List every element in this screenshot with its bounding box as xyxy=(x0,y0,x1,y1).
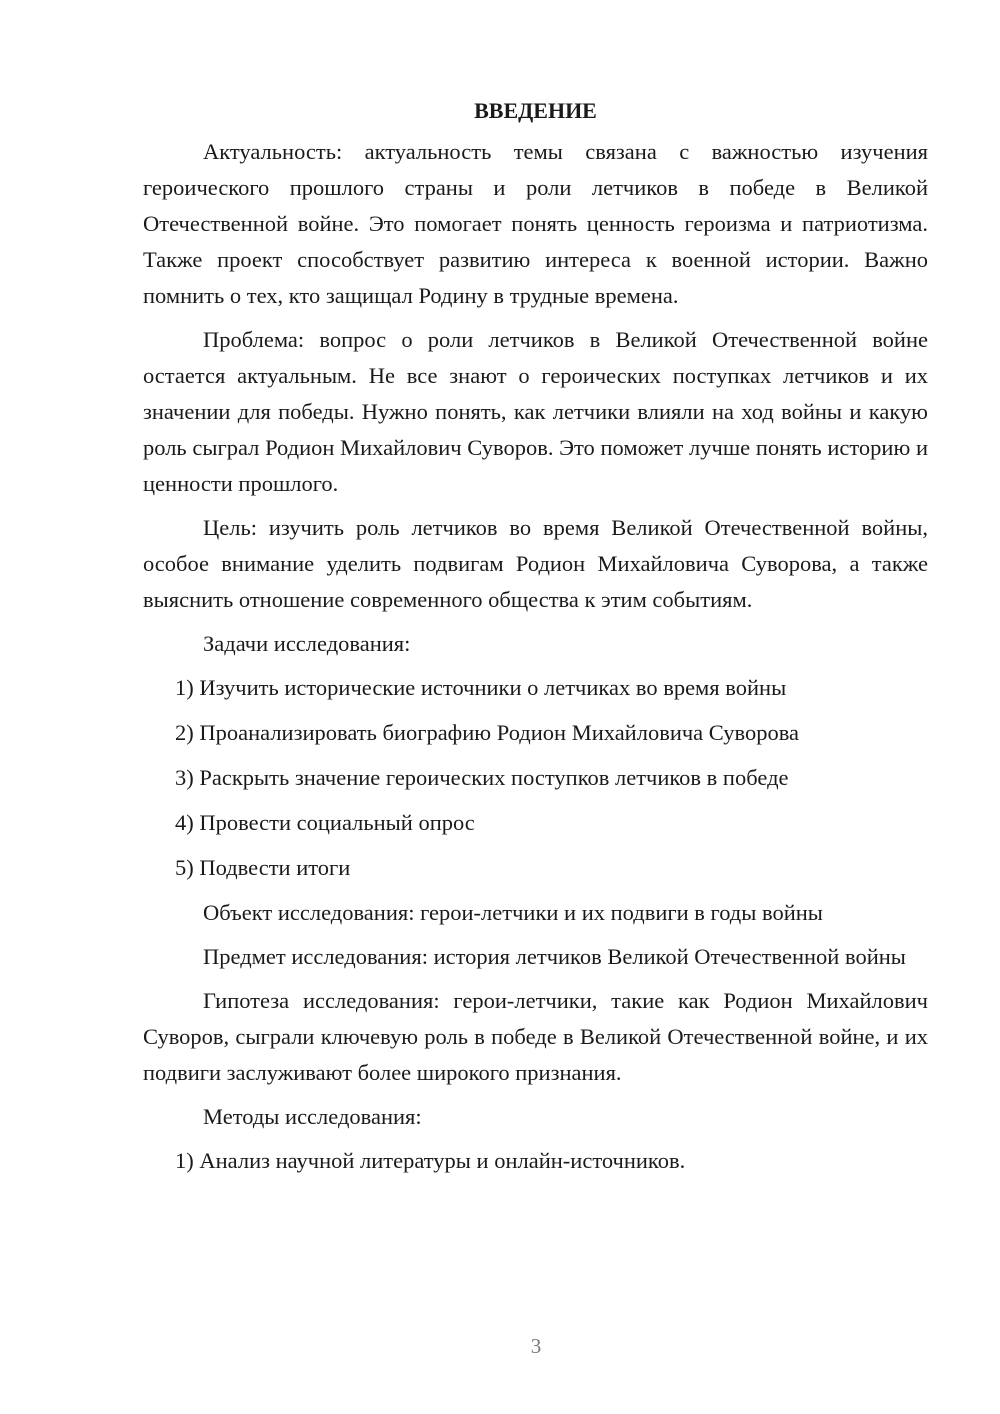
hypothesis-paragraph: Гипотеза исследования: герои-летчики, такие как Родион Михайлович Суворов, сыграли ключевую роль в победе в Великой Отечественной войне, и их подвиги заслуживают более широкого признания. xyxy=(143,988,928,1085)
problem-paragraph: Проблема: вопрос о роли летчиков в Великой Отечественной войне остается актуальным. Не все знают о героических поступках летчиков и их значении для победы. Нужно понять, как летчики влияли на ход войны и какую роль сыграл Родион Михайлович Суворов. Это поможет лучше понять историю и ценности прошлого. xyxy=(143,327,928,496)
tasks-heading: Задачи исследования: xyxy=(203,631,411,656)
list-item: 2) Проанализировать биографию Родион Михайловича Суворова xyxy=(175,720,800,745)
list-item: 5) Подвести итоги xyxy=(175,855,351,880)
list-item: 1) Анализ научной литературы и онлайн-источников. xyxy=(175,1148,686,1173)
tasks-list xyxy=(143,670,928,886)
subject-paragraph: Предмет исследования: история летчиков Великой Отечественной войны xyxy=(203,944,906,969)
page-number: 3 xyxy=(530,1334,542,1358)
list-item: 3) Раскрыть значение героических поступков летчиков в победе xyxy=(175,765,789,790)
methods-list xyxy=(143,1143,928,1179)
methods-heading: Методы исследования: xyxy=(203,1104,422,1129)
list-item: 1) Изучить исторические источники о летчиках во время войны xyxy=(175,675,787,700)
page-title: ВВЕДЕНИЕ xyxy=(474,98,597,123)
object-paragraph: Объект исследования: герои-летчики и их подвиги в годы войны xyxy=(203,900,823,925)
page-content xyxy=(143,96,928,1188)
goal-paragraph: Цель: изучить роль летчиков во время Великой Отечественной войны, особое внимание уделить подвигам Родион Михайловича Суворова, а также выяснить отношение современного общества к этим событиям. xyxy=(143,515,928,612)
list-item: 4) Провести социальный опрос xyxy=(175,810,475,835)
relevance-paragraph: Актуальность: актуальность темы связана с важностью изучения героического прошлого страны и роли летчиков в победе в Великой Отечественной войне. Это помогает понять ценность героизма и патриотизма. Также проект способствует развитию интереса к военной истории. Важно помнить о тех, кто защищал Родину в трудные времена. xyxy=(143,139,928,308)
